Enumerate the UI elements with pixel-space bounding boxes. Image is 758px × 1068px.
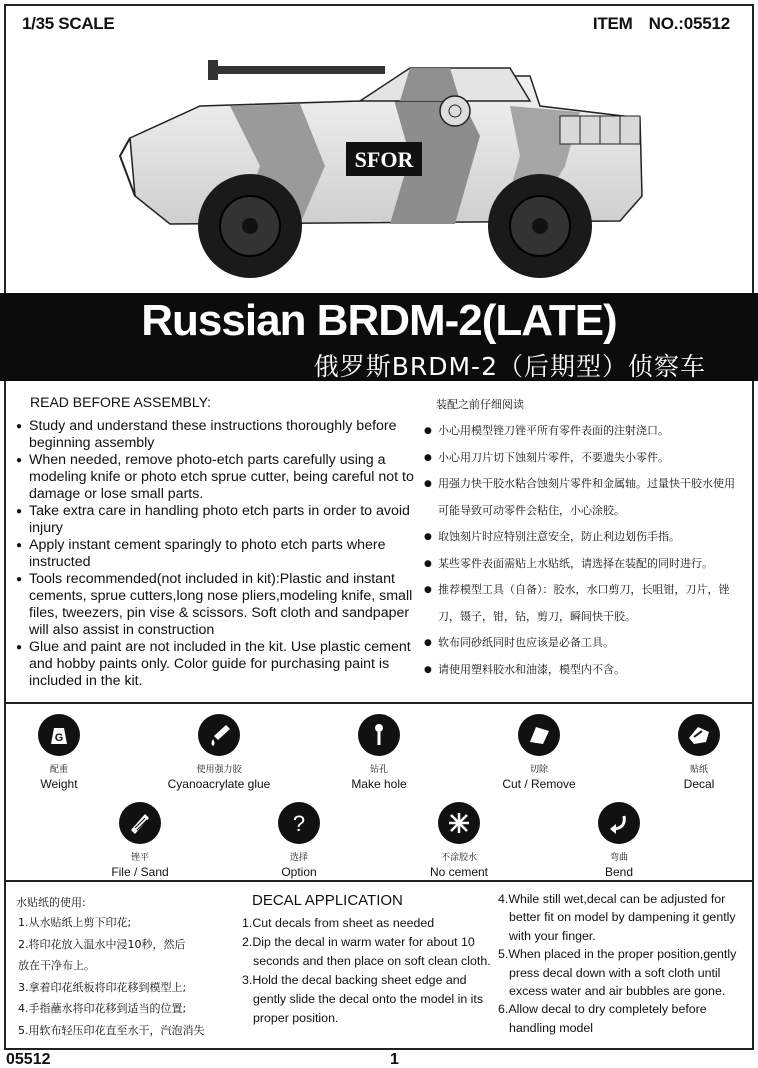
- footer-code: 05512: [6, 1051, 51, 1068]
- list-item: 4.手指蘸水将印花移到适当的位置;: [18, 1002, 187, 1015]
- vehicle-illustration: [110, 46, 660, 286]
- legend-option: ? 选择 Option: [229, 802, 369, 879]
- list-item: 3.拿着印花纸板将印花移到模型上;: [18, 980, 187, 994]
- list-item: ● 某些零件表面需贴上水贴纸，请选择在装配的同时进行。: [424, 551, 744, 578]
- model-title-zh: 俄罗斯BRDM-2（后期型）侦察车: [313, 352, 706, 381]
- item-number: [577, 14, 730, 34]
- legend-drill: 钻孔 Make hole: [309, 714, 449, 791]
- file-icon: [119, 802, 161, 844]
- list-item: 放在干净布上。: [18, 959, 95, 972]
- list-item: ● 取蚀刻片时应特别注意安全，防止利边划伤手指。: [424, 524, 744, 551]
- weight-icon: [38, 714, 80, 756]
- page-number: 1: [390, 1051, 399, 1068]
- read-before-title-zh: 装配之前仔细阅读: [436, 398, 524, 411]
- list-item: 5.用软布轻压印花直至水干，汽泡消失: [18, 1023, 205, 1037]
- option-icon: [278, 802, 320, 844]
- item-label: ITEM: [592, 14, 633, 33]
- decal-icon: [678, 714, 720, 756]
- list-item: ● 用强力快干胶水粘合蚀刻片零件和金属轴。过量快干胶水使用可能导致可动零件会粘住，小心涂胶。: [424, 471, 744, 524]
- list-item: 1.Cut decals from sheet as needed: [242, 916, 435, 930]
- list-item: 4.While still wet,decal can be adjusted for better fit on model by dampening it gently with your finger.: [498, 892, 736, 943]
- legend-file: 锉平 File / Sand: [70, 802, 210, 879]
- glue-icon: [198, 714, 240, 756]
- divider: [6, 880, 752, 882]
- sfor-marking: SFOR: [354, 147, 414, 172]
- decal-application-list-2: [498, 890, 748, 1037]
- cut-icon: [518, 714, 560, 756]
- list-item: 3.Hold the decal backing sheet edge and gently slide the decal onto the model in its proper position.: [242, 973, 484, 1025]
- decal-application-list: [242, 914, 498, 1028]
- model-title: Russian BRDM-2(LATE): [141, 296, 617, 345]
- list-item: ● Apply instant cement sparingly to photo etch parts where instructed: [16, 537, 416, 571]
- list-item: 5.When placed in the proper position,gently press decal down with a soft cloth until excess water and air bubbles are gone.: [498, 947, 737, 999]
- no-cement-icon: [438, 802, 480, 844]
- list-item: ● Study and understand these instructions thoroughly before beginning assembly: [16, 418, 416, 452]
- drill-icon: [358, 714, 400, 756]
- list-item: ● Glue and paint are not included in the kit. Use plastic cement and hobby paints only. Color guide for purchasing paint is included in the kit.: [16, 639, 416, 690]
- legend-decal: 贴纸 Decal: [629, 714, 758, 791]
- list-item: ● 软布同砂纸同时也应该是必备工具。: [424, 630, 744, 657]
- legend-no-cement: 不涂胶水 No cement: [389, 802, 529, 879]
- list-item: 2.将印花放入温水中浸10秒，然后: [18, 937, 186, 951]
- list-item: ● When needed, remove photo-etch parts carefully using a modeling knife or photo etch sprue cutter, being careful not to damage or lose small parts.: [16, 452, 416, 503]
- list-item: ● 小心用刀片切下蚀刻片零件，不要遗失小零件。: [424, 445, 744, 472]
- svg-text:?: ?: [292, 811, 306, 836]
- legend-bend: 弯曲 Bend: [549, 802, 689, 879]
- list-item: 1.从水贴纸上剪下印花;: [18, 916, 132, 929]
- list-item: 2.Dip the decal in warm water for about 10 seconds and then place on soft clean cloth.: [242, 935, 491, 968]
- scale-label: 1/35 SCALE: [22, 14, 115, 33]
- item-no: NO.:05512: [648, 14, 730, 33]
- bend-icon: [598, 802, 640, 844]
- list-item: 6.Allow decal to dry completely before handling model: [498, 1002, 707, 1035]
- legend-cut: 切除 Cut / Remove: [469, 714, 609, 791]
- read-before-list: [16, 418, 416, 690]
- list-item: ● 请使用塑料胶水和油漆，模型内不含。: [424, 657, 744, 684]
- list-item: ● Tools recommended(not included in kit):Plastic and instant cements, sprue cutters,long nose pliers,modeling knife, small files, tweezers, pin vise & scissors. Soft cloth and sandpaper will also assist in construction: [16, 571, 416, 639]
- water-decal-title: 水贴纸的使用:: [16, 896, 86, 909]
- water-decal-list: [18, 912, 240, 1041]
- legend-weight: G 配重 Weight: [0, 714, 129, 791]
- divider: [6, 702, 752, 704]
- list-item: ● 推荐模型工具（自备）：胶水，水口剪刀，长咀钳，刀片，锉刀，镊子，钳，钻，剪刀，瞬间快干胶。: [424, 577, 744, 630]
- list-item: ● 小心用模型锉刀锉平所有零件表面的注射浇口。: [424, 418, 744, 445]
- svg-text:G: G: [54, 732, 64, 744]
- decal-application-title: DECAL APPLICATION: [252, 892, 403, 909]
- list-item: ● Take extra care in handling photo etch parts in order to avoid injury: [16, 503, 416, 537]
- legend-glue: 使用强力胶 Cyanoacrylate glue: [149, 714, 289, 791]
- read-before-list-zh: [424, 418, 744, 683]
- read-before-title: READ BEFORE ASSEMBLY:: [30, 394, 212, 410]
